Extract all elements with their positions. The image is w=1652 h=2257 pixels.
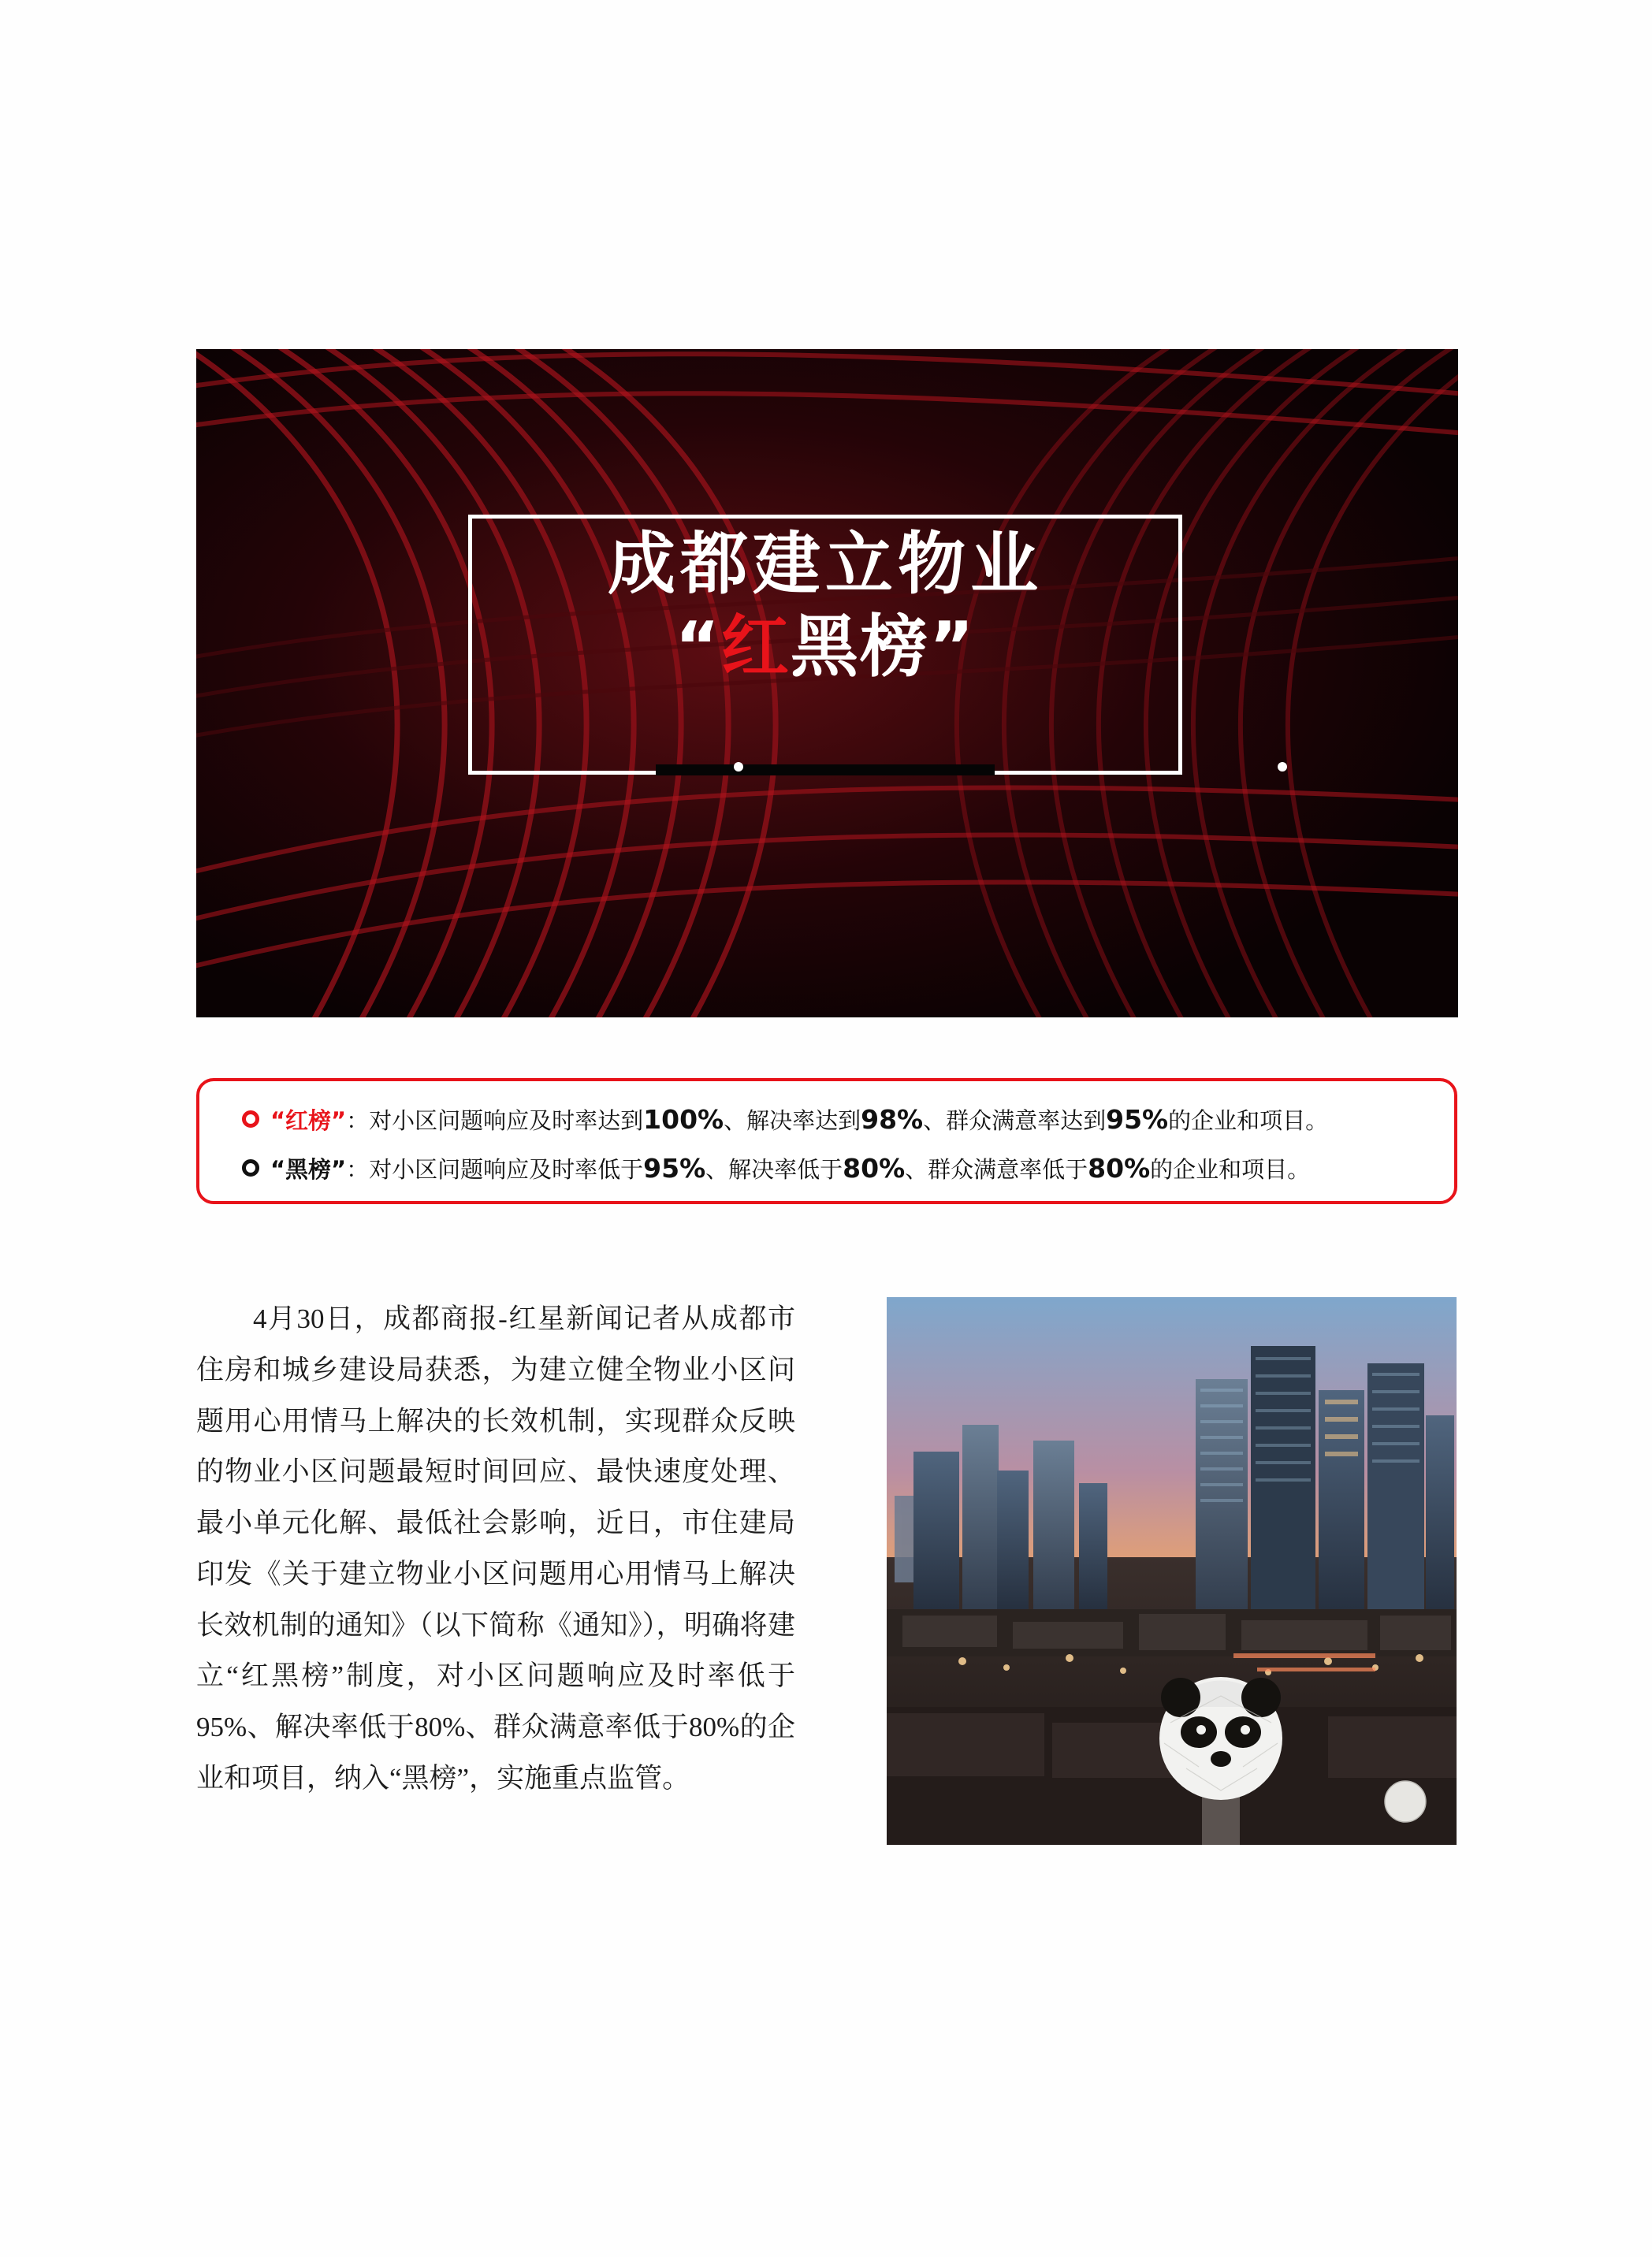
- hero-quote-close: ”: [929, 608, 976, 687]
- black-ring-icon: [242, 1159, 259, 1177]
- black-list-value-2: 80%: [843, 1152, 906, 1184]
- red-list-tag: “红榜”: [270, 1106, 347, 1134]
- black-list-prefix: ：对小区问题响应及时率低于: [346, 1155, 644, 1183]
- red-list-prefix: ：对小区问题响应及时率达到: [346, 1106, 644, 1134]
- hero-title-line2: [468, 608, 1182, 686]
- black-list-mid-2: 、群众满意率低于: [905, 1155, 1088, 1183]
- hero-title-rest: 黑榜: [791, 608, 929, 687]
- black-list-tag: “黑榜”: [270, 1155, 347, 1183]
- red-ring-icon: [242, 1110, 259, 1128]
- article-photo: [887, 1297, 1457, 1845]
- red-list-suffix: 的企业和项目。: [1168, 1106, 1329, 1134]
- red-list-mid-1: 、解决率达到: [724, 1106, 861, 1134]
- red-list-value-3: 95%: [1106, 1103, 1169, 1135]
- red-list-mid-2: 、群众满意率达到: [923, 1106, 1107, 1134]
- black-list-suffix: 的企业和项目。: [1150, 1155, 1311, 1183]
- black-list-value-1: 95%: [643, 1152, 706, 1184]
- hero-title-line1: 成都建立物业: [608, 525, 1043, 604]
- black-list-value-3: 80%: [1088, 1152, 1151, 1184]
- hero-frame-dot-right: [1278, 762, 1287, 772]
- hero-frame-notch: [656, 764, 995, 775]
- hero-title-group: [468, 526, 1182, 686]
- hero-title-red-char: 红: [721, 608, 791, 687]
- red-list-value-2: 98%: [861, 1103, 924, 1135]
- hero-quote-open: “: [675, 608, 721, 687]
- criteria-callout-box: [196, 1078, 1457, 1204]
- article-body: 4月30日，成都商报-红星新闻记者从成都市住房和城乡建设局获悉，为建立健全物业小区问题用心用情马上解决的长效机制，实现群众反映的物业小区问题最短时间回应、最快速度处理、最小单元化解、最低社会影响，近日，市住建局印发《关于建立物业小区问题用心用情马上解决长效机制的通知》（以下简称《通知》），明确将建立“红黑榜”制度，对小区问题响应及时率低于95%、解决率低于80%、群众满意率低于80%的企业和项目，纳入“黑榜”，实施重点监管。: [196, 1303, 795, 1794]
- criteria-row-red: [242, 1097, 1431, 1141]
- red-list-value-1: 100%: [643, 1103, 724, 1135]
- black-list-mid-1: 、解决率低于: [705, 1155, 843, 1183]
- city-skyline-illustration: [887, 1297, 1457, 1845]
- hero-frame-dot-left: [734, 762, 743, 772]
- criteria-row-black: [242, 1146, 1431, 1190]
- hero-banner: [196, 349, 1458, 1017]
